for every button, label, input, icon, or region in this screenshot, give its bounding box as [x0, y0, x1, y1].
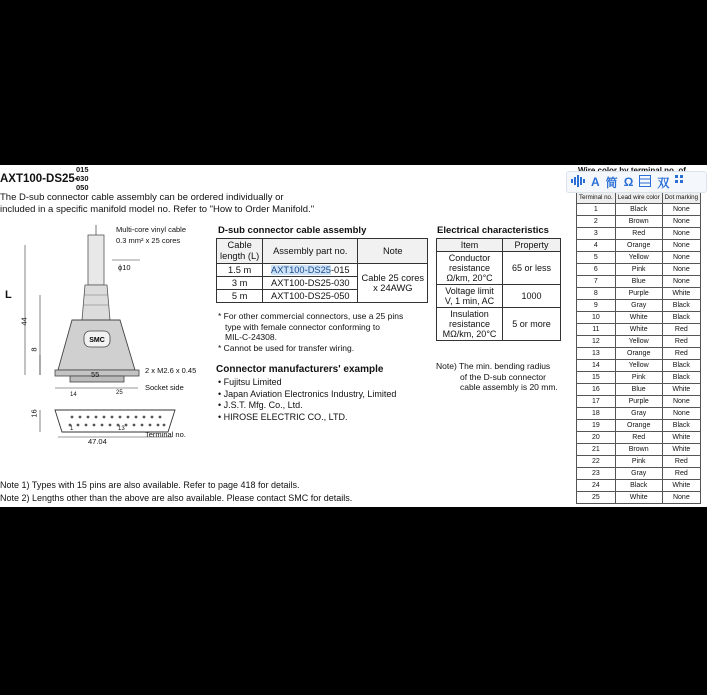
manufacturers-title: Connector manufacturers' example — [216, 364, 384, 375]
dot-marking-cell: None — [662, 408, 700, 420]
row-length: 5 m — [217, 290, 263, 303]
pin-14-label: 14 — [70, 392, 77, 398]
table-row — [577, 396, 701, 408]
dot-marking-cell: Red — [662, 468, 700, 480]
dot-marking-cell: None — [662, 228, 700, 240]
lead-color-cell: Blue — [615, 384, 662, 396]
table-row — [577, 372, 701, 384]
lead-color-cell: White — [615, 324, 662, 336]
dot-marking-cell: None — [662, 276, 700, 288]
dot-marking-cell: White — [662, 384, 700, 396]
dot-marking-cell: Black — [662, 372, 700, 384]
terminal-cell: 22 — [577, 456, 616, 468]
terminal-cell: 12 — [577, 336, 616, 348]
suffix-050: 050 — [76, 183, 89, 192]
list-item: • HIROSE ELECTRIC CO., LTD. — [218, 411, 348, 422]
lead-color-cell: Red — [615, 432, 662, 444]
table-row — [577, 288, 701, 300]
lead-color-cell: Pink — [615, 456, 662, 468]
dot-marking-cell: None — [662, 264, 700, 276]
dim-44-label: 44 — [19, 317, 29, 326]
table-row — [577, 360, 701, 372]
note-cell: Cable 25 cores x 24AWG — [358, 264, 428, 303]
header-item: Item — [437, 239, 503, 252]
dot-marking-cell: None — [662, 492, 700, 504]
lead-color-cell: Purple — [615, 396, 662, 408]
table-row — [577, 228, 701, 240]
electrical-title: Electrical characteristics — [437, 225, 549, 236]
table-row — [577, 276, 701, 288]
intro-text: The D-sub connector cable assembly can be ordered individually or included in a specific manifold model no. Refer to "How to Order Manifold." — [0, 192, 315, 215]
more-icon[interactable] — [675, 175, 683, 190]
table-row — [577, 216, 701, 228]
lead-color-cell: Blue — [615, 276, 662, 288]
header-property: Property — [503, 239, 561, 252]
table-row — [577, 300, 701, 312]
lead-color-cell: Pink — [615, 372, 662, 384]
terminal-cell: 23 — [577, 468, 616, 480]
terminal-cell: 3 — [577, 228, 616, 240]
omega-icon[interactable]: Ω — [623, 175, 634, 189]
grid-icon[interactable] — [639, 175, 651, 190]
simplify-icon[interactable]: 简 — [605, 175, 618, 190]
lead-color-cell: White — [615, 312, 662, 324]
terminal-cell: 4 — [577, 240, 616, 252]
terminal-cell: 21 — [577, 444, 616, 456]
title-suffixes — [76, 165, 89, 192]
table-row — [577, 252, 701, 264]
bending-radius-note: Note) The min. bending radius of the D-sub connector cable assembly is 20 mm. — [436, 361, 558, 392]
cable-table-title: D-sub connector cable assembly — [218, 225, 367, 236]
terminal-no-label: Terminal no. — [145, 430, 186, 439]
header-part-no: Assembly part no. — [263, 239, 358, 264]
table-row — [577, 468, 701, 480]
terminal-cell: 1 — [577, 204, 616, 216]
table-row — [577, 456, 701, 468]
table-row — [577, 240, 701, 252]
highlighted-part: AXT100-DS25 — [271, 265, 331, 275]
row-part: AXT100-DS25-015 — [263, 264, 358, 277]
list-item: • Japan Aviation Electronics Industry, Limited — [218, 388, 397, 399]
table-row — [577, 312, 701, 324]
terminal-cell: 20 — [577, 432, 616, 444]
multicore-spec: 0.3 mm² x 25 cores — [116, 236, 181, 245]
lead-color-cell: Red — [615, 228, 662, 240]
smc-logo: SMC — [89, 337, 105, 344]
list-item: • Fujitsu Limited — [218, 377, 282, 387]
dot-marking-cell: Black — [662, 312, 700, 324]
suffix-030: 030 — [76, 174, 89, 183]
lead-color-cell: Orange — [615, 420, 662, 432]
dot-marking-cell: None — [662, 240, 700, 252]
terminal-cell: 7 — [577, 276, 616, 288]
terminal-cell: 9 — [577, 300, 616, 312]
lead-color-cell: Brown — [615, 216, 662, 228]
lead-color-cell: Yellow — [615, 336, 662, 348]
suffix-015: 015 — [76, 165, 89, 174]
lead-color-cell: Black — [615, 480, 662, 492]
audio-wave-icon[interactable] — [571, 175, 585, 190]
dot-marking-cell: Black — [662, 420, 700, 432]
table-row — [577, 444, 701, 456]
terminal-cell: 11 — [577, 324, 616, 336]
lead-color-cell: White — [615, 492, 662, 504]
wire-color-table — [576, 191, 701, 504]
lead-color-cell: Gray — [615, 300, 662, 312]
table-row — [577, 336, 701, 348]
dot-marking-cell: None — [662, 252, 700, 264]
dot-marking-cell: Black — [662, 360, 700, 372]
header-note: Note — [358, 239, 428, 264]
lead-color-cell: Orange — [615, 240, 662, 252]
multicore-label: Multi-core vinyl cable — [116, 225, 187, 234]
dot-marking-cell: Red — [662, 456, 700, 468]
cable-assembly-table — [216, 238, 428, 303]
table-row — [577, 324, 701, 336]
header-cable-length: Cable length (L) — [217, 239, 263, 264]
text-size-icon[interactable]: A — [591, 175, 600, 189]
dim-16-label: 16 — [29, 409, 39, 418]
table-row — [577, 420, 701, 432]
table-row — [577, 408, 701, 420]
terminal-cell: 8 — [577, 288, 616, 300]
terminal-cell: 17 — [577, 396, 616, 408]
terminal-cell: 6 — [577, 264, 616, 276]
terminal-cell: 25 — [577, 492, 616, 504]
table-row — [577, 384, 701, 396]
row-length: 1.5 m — [217, 264, 263, 277]
row-part: AXT100-DS25-030 — [263, 277, 358, 290]
terminal-cell: 5 — [577, 252, 616, 264]
footnotes: Note 1) Types with 15 pins are also available. Refer to page 418 for details. Note 2) Lengths other than the above are also available. Please contact SMC for details. — [0, 480, 353, 503]
lead-color-cell: Yellow — [615, 360, 662, 372]
table-row — [577, 492, 701, 504]
pin-25-label: 25 — [116, 390, 123, 396]
dot-marking-cell: None — [662, 396, 700, 408]
lead-color-cell: Purple — [615, 288, 662, 300]
table-row — [577, 432, 701, 444]
dot-marking-cell: Red — [662, 324, 700, 336]
pin-1-label: 1 — [70, 426, 74, 432]
lead-color-cell: Yellow — [615, 252, 662, 264]
lead-color-cell: Black — [615, 204, 662, 216]
page-title: AXT100-DS25- — [0, 173, 79, 185]
lead-color-cell: Gray — [615, 468, 662, 480]
dim-l-label: L — [5, 289, 12, 301]
terminal-cell: 14 — [577, 360, 616, 372]
table-row — [577, 204, 701, 216]
value-cell: 5 or more — [503, 308, 561, 341]
terminal-cell: 16 — [577, 384, 616, 396]
terminal-cell: 24 — [577, 480, 616, 492]
terminal-cell: 19 — [577, 420, 616, 432]
dot-marking-cell: White — [662, 432, 700, 444]
dot-marking-cell: White — [662, 444, 700, 456]
table-row — [577, 348, 701, 360]
screw-label: 2 x M2.6 x 0.45 — [145, 366, 197, 375]
socket-side-label: Socket side — [145, 383, 184, 392]
header-terminal: Terminal no. — [577, 192, 616, 204]
dot-marking-cell: Red — [662, 336, 700, 348]
list-item: • J.S.T. Mfg. Co., Ltd. — [218, 400, 303, 410]
cable-notes: * For other commercial connectors, use a 25 pins type with female connector conforming to MIL-C-24308. * Cannot be used for transfer wiring. — [218, 311, 404, 353]
dot-marking-cell: None — [662, 216, 700, 228]
dot-marking-cell: None — [662, 204, 700, 216]
pin-13-label: 13 — [118, 426, 125, 432]
lead-color-cell: Gray — [615, 408, 662, 420]
dot-marking-cell: Black — [662, 300, 700, 312]
manufacturers-list — [218, 377, 396, 423]
dot-marking-cell: White — [662, 288, 700, 300]
electrical-table — [436, 238, 561, 341]
terminal-cell: 13 — [577, 348, 616, 360]
table-row — [577, 480, 701, 492]
terminal-cell: 10 — [577, 312, 616, 324]
dim-55-label: 55 — [91, 370, 100, 379]
header-lead-color: Lead wire color — [615, 192, 662, 204]
row-length: 3 m — [217, 277, 263, 290]
floating-toolbar — [566, 171, 707, 193]
translate-icon[interactable]: 双 — [657, 175, 670, 190]
item-cell: Voltage limit V, 1 min, AC — [437, 285, 503, 308]
dim-8-label: 8 — [29, 347, 39, 352]
catalog-page — [0, 165, 707, 507]
value-cell: 65 or less — [503, 252, 561, 285]
item-cell: Insulation resistance MΩ/km, 20°C — [437, 308, 503, 341]
diameter-label: ϕ10 — [118, 263, 131, 272]
dot-marking-cell: White — [662, 480, 700, 492]
value-cell: 1000 — [503, 285, 561, 308]
item-cell: Conductor resistance Ω/km, 20°C — [437, 252, 503, 285]
wire-color-rows — [577, 204, 701, 504]
lead-color-cell: Orange — [615, 348, 662, 360]
header-dot-marking: Dot marking — [662, 192, 700, 204]
lead-color-cell: Pink — [615, 264, 662, 276]
lead-color-cell: Brown — [615, 444, 662, 456]
table-row — [577, 264, 701, 276]
terminal-cell: 15 — [577, 372, 616, 384]
dot-marking-cell: Red — [662, 348, 700, 360]
terminal-cell: 18 — [577, 408, 616, 420]
row-part: AXT100-DS25-050 — [263, 290, 358, 303]
terminal-cell: 2 — [577, 216, 616, 228]
dim-4704-label: 47.04 — [88, 437, 107, 446]
